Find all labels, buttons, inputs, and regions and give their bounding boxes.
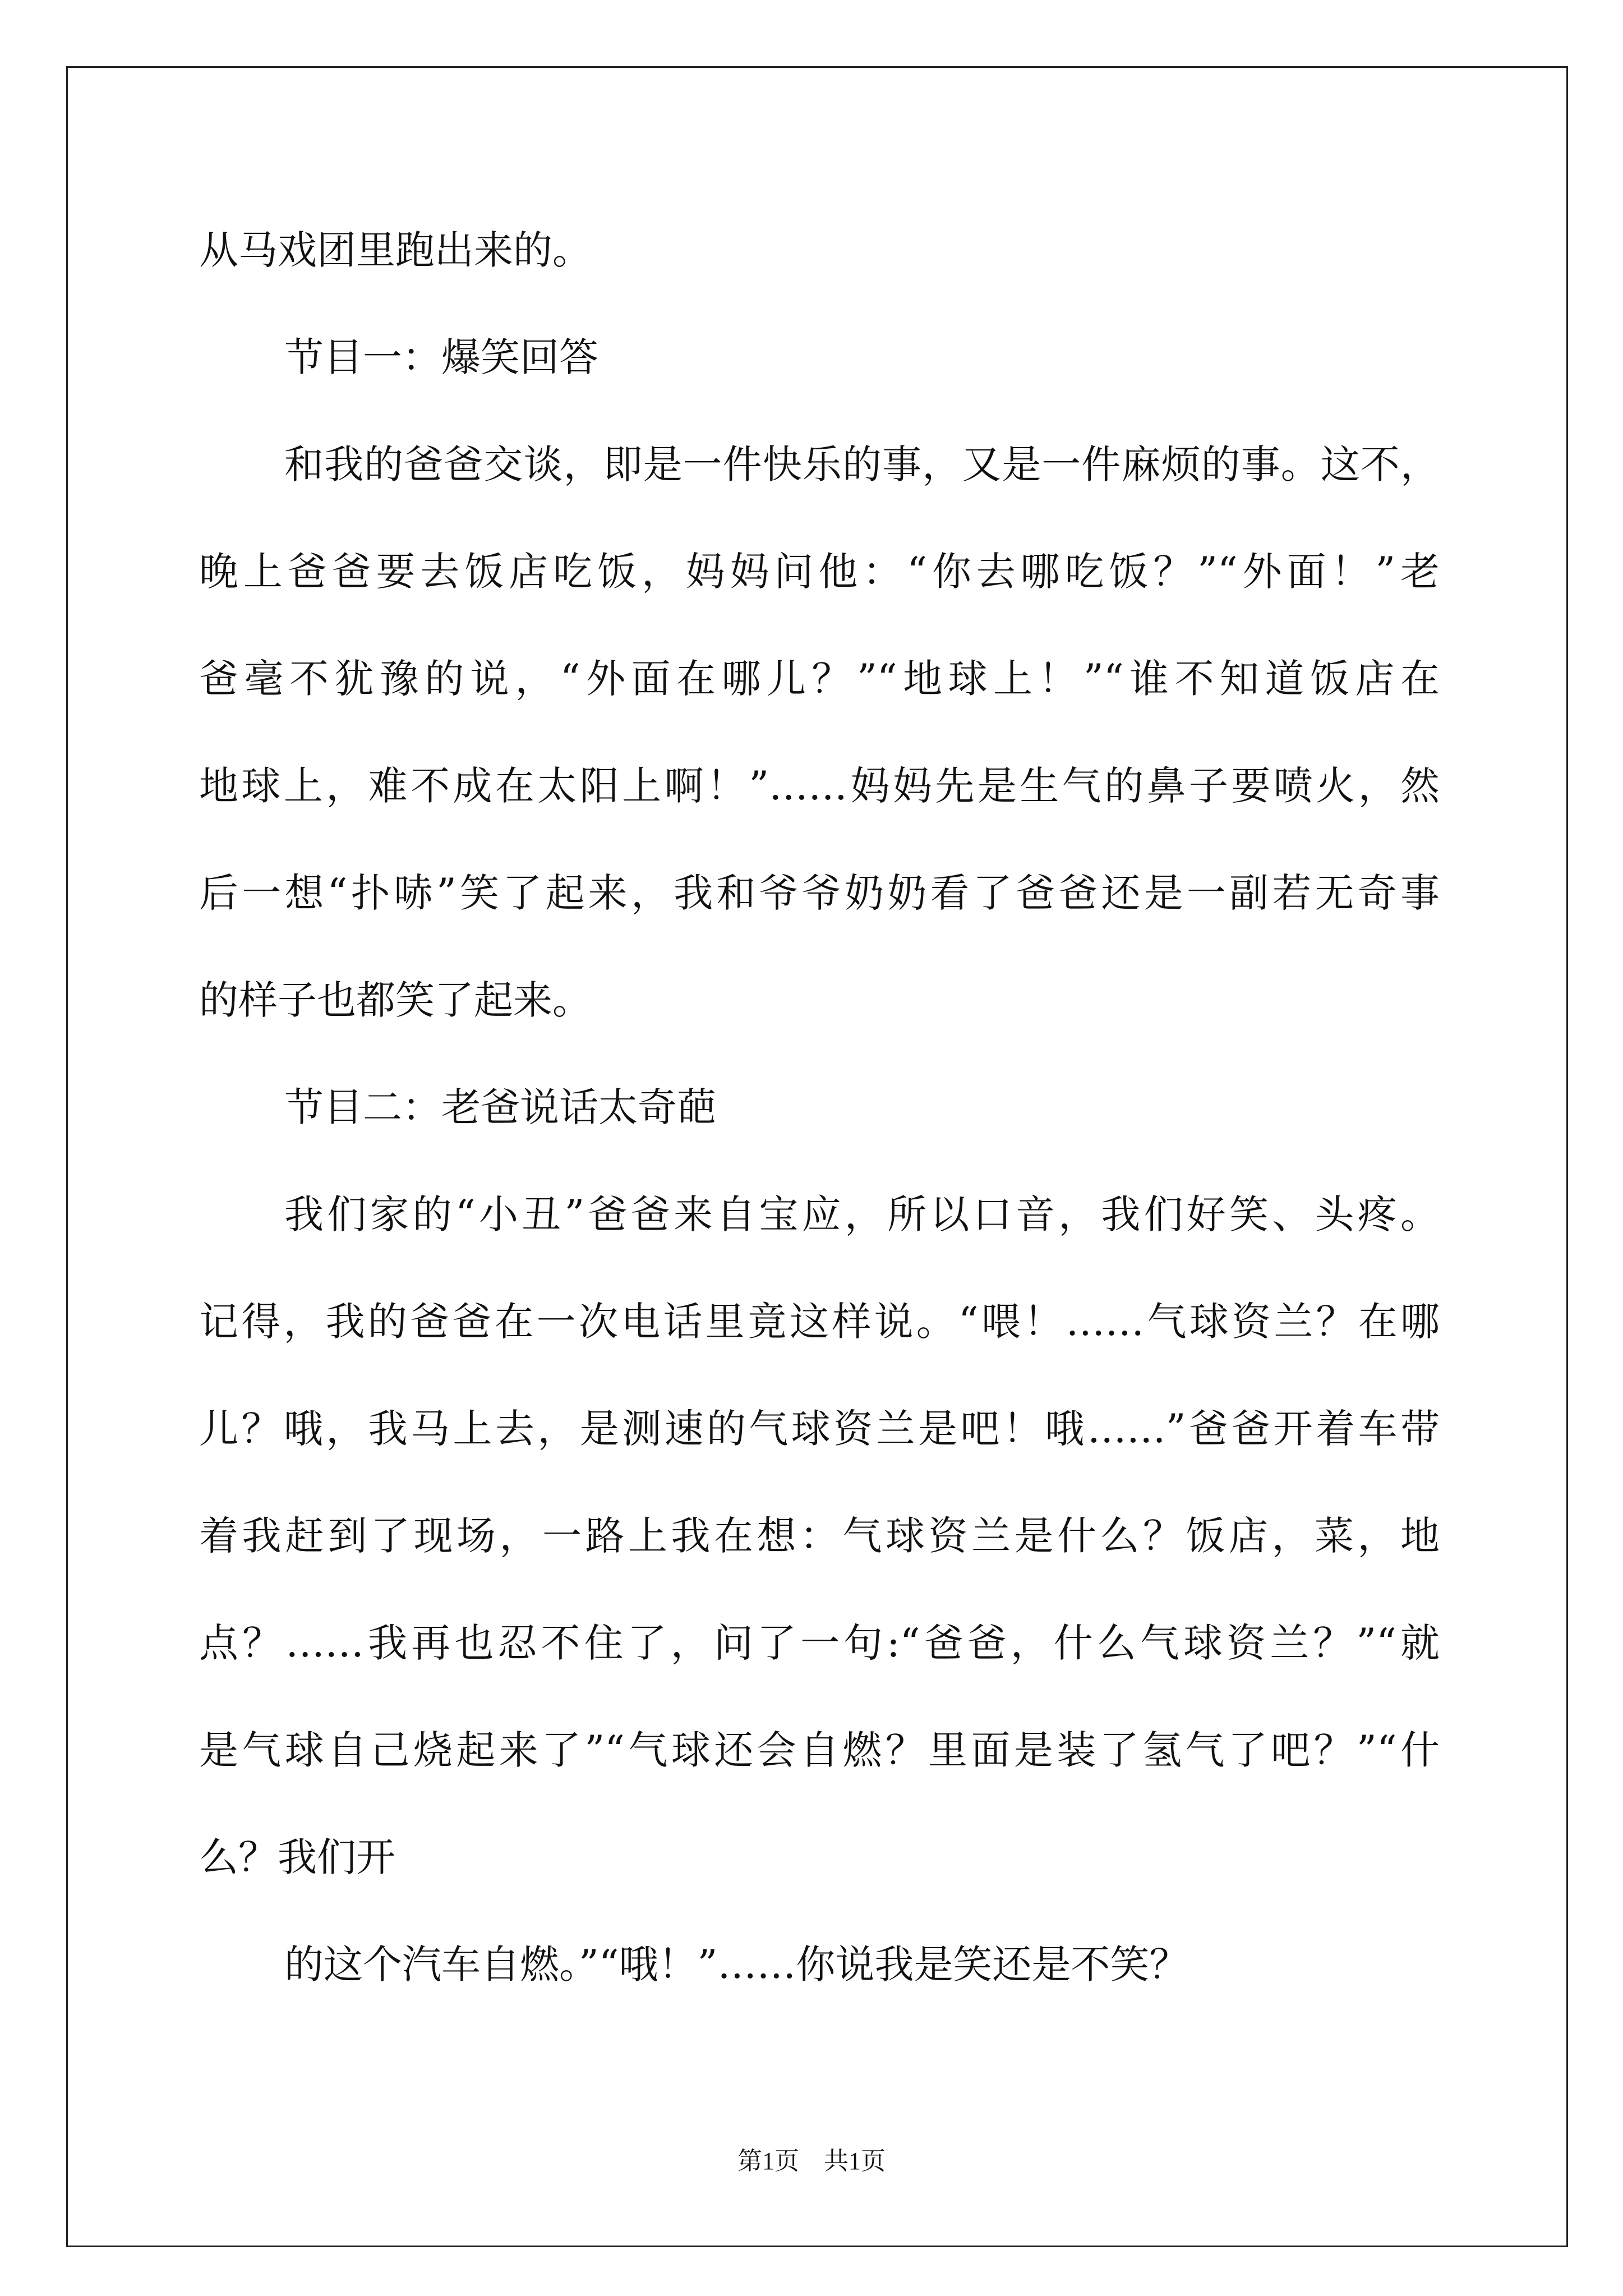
body-line: 的这个汽车自燃。”“哦！”……你说我是笑还是不笑？ [284, 1941, 1189, 1987]
body-line: 从马戏团里跑出来的。 [199, 227, 592, 273]
body-line: 后一想“扑哧”笑了起来，我和爷爷奶奶看了爸爸还是一副若无奇事 [199, 870, 1440, 916]
body-line: 么？我们开 [199, 1834, 395, 1880]
body-line: 着我赶到了现场，一路上我在想：气球资兰是什么？饭店，菜，地 [199, 1513, 1440, 1559]
body-line: 点？……我再也忍不住了，问了一句:“爸爸，什么气球资兰？”“就 [199, 1620, 1440, 1666]
body-line: 和我的爸爸交谈，即是一件快乐的事，又是一件麻烦的事。这不， [284, 441, 1440, 487]
body-line: 我们家的“小丑”爸爸来自宝应，所以口音，我们好笑、头疼。 [284, 1191, 1440, 1237]
body-line: 晚上爸爸要去饭店吃饭，妈妈问他：“你去哪吃饭？”“外面！”老 [199, 549, 1440, 595]
section-heading: 节目二：老爸说话太奇葩 [284, 1084, 716, 1130]
body-line: 的样子也都笑了起来。 [199, 977, 592, 1023]
section-heading: 节目一：爆笑回答 [284, 334, 598, 380]
body-line: 儿？哦，我马上去，是测速的气球资兰是吧！哦……”爸爸开着车带 [199, 1406, 1440, 1452]
document-body [199, 197, 1440, 2018]
body-line: 是气球自己烧起来了”“气球还会自燃？里面是装了氢气了吧？”“什 [199, 1727, 1440, 1773]
body-line: 记得，我的爸爸在一次电话里竟这样说。“喂！……气球资兰？在哪 [199, 1299, 1440, 1345]
body-line: 地球上，难不成在太阳上啊！”……妈妈先是生气的鼻子要喷火，然 [199, 763, 1440, 809]
page-footer: 第1页 共1页 [737, 2147, 886, 2175]
body-line: 爸毫不犹豫的说，“外面在哪儿？”“地球上！”“谁不知道饭店在 [199, 656, 1440, 702]
